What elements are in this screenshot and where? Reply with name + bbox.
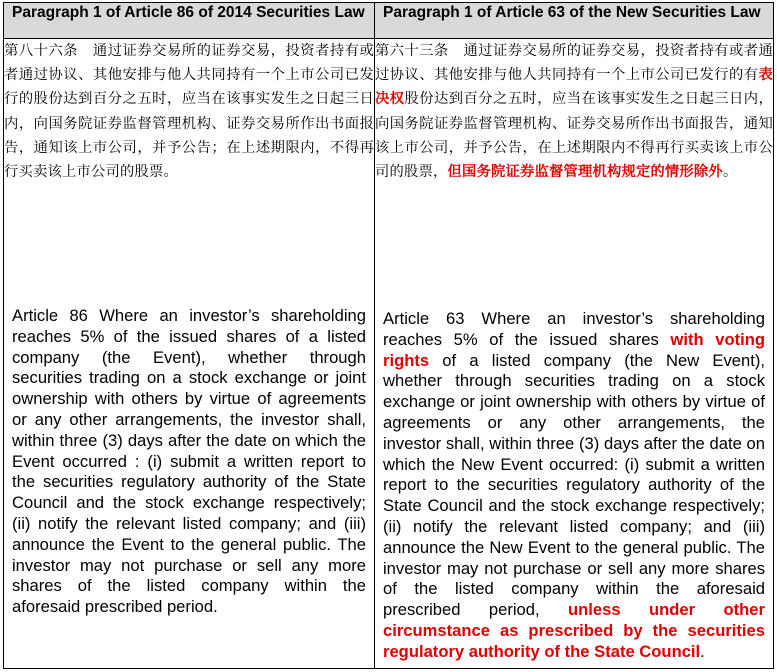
en-text-part: Article 63 Where an investor’s shareholding reaches 5% of the issued shares <box>383 309 765 349</box>
zh-text-part: 股份达到百分之五时，应当在该事实发生之日起三日内，向国务院证券监督管理机构、证券交易所作出书面报告，通知该上市公司，并予公告，在上述期限内不得再行买卖该上市公司的股票， <box>375 91 773 181</box>
en-text-part: of a listed company (the New Event), whether through securities trading on a stock exchange or joint ownership with others by virtue of agreements or any other arrangements, the investor shall, within three (3) days after the date on which the New Event occurred: (i) submit a written report to the securities regulatory authority of the State Council and the stock exchange respectively; (ii) notify the relevant listed company; and (iii) announce the New Event to the general public. The investor may not purchase or sell any more shares of the listed company within the aforesaid prescribed period, <box>383 350 765 620</box>
comparison-table <box>3 2 774 669</box>
header-cell-new-law <box>375 3 774 39</box>
new-law-chinese-text <box>375 39 773 184</box>
old-law-english-text: Article 86 Where an investor’s shareholding reaches 5% of the issued shares of a listed company (the Event), whether through securities trading on a stock exchange or joint ownership with others by virtue of agreements or any other arrangements, the investor shall, within three (3) days after the date on which the Event occurred : (i) submit a written report to the securities regulatory authority of the State Council and the stock exchange respectively; (ii) notify the relevant listed company; and (iii) announce the Event to the general public. The investor may not purchase or sell any more shares of the listed company within the aforesaid prescribed period. <box>12 306 366 617</box>
zh-highlight-voting-rights: 表决权 <box>375 67 773 108</box>
header-cell-old-law <box>4 3 375 39</box>
header-row <box>4 3 774 39</box>
new-law-cell <box>375 39 774 669</box>
zh-text-end: 。 <box>722 164 738 181</box>
old-law-chinese-text: 第八十六条 通过证券交易所的证券交易，投资者持有或者通过协议、其他安排与他人共同持有一个上市公司已发行的股份达到百分之五时，应当在该事实发生之日起三日内，向国务院证券监督管理机构、证券交易所作出书面报告，通知该上市公司，并予公告；在上述期限内，不得再行买卖该上市公司的股票。 <box>4 43 374 181</box>
zh-text-part: 第六十三条 通过证券交易所的证券交易，投资者持有或者通过协议、其他安排与他人共同持有一个上市公司已发行的有 <box>375 43 773 84</box>
old-law-cell <box>4 39 375 669</box>
en-text-end: . <box>700 641 705 661</box>
en-highlight-exception: unless under other circumstance as prescribed by the securities regulatory authority of the State Council <box>383 600 765 661</box>
header-new-law: Paragraph 1 of Article 63 of the New Securities Law <box>383 4 761 21</box>
new-law-english-text <box>383 309 765 663</box>
body-row <box>4 39 774 669</box>
en-highlight-voting-rights: with voting rights <box>383 329 765 370</box>
header-old-law: Paragraph 1 of Article 86 of 2014 Securities Law <box>12 4 365 21</box>
zh-highlight-exception: 但国务院证券监督管理机构规定的情形除外 <box>447 164 723 181</box>
